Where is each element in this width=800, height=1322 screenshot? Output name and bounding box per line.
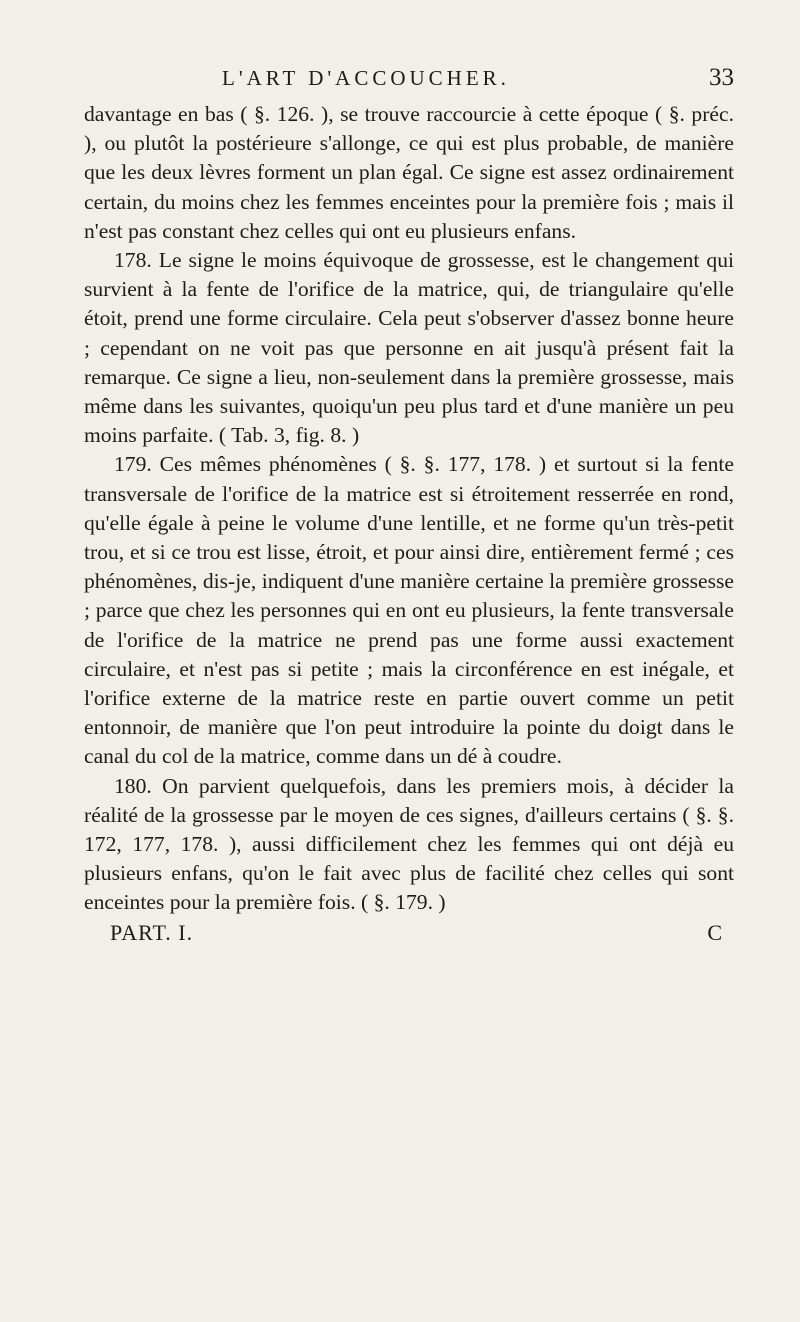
paragraph-179: 179. Ces mêmes phénomènes ( §. §. 177, 178. ) et surtout si la fente transversale de l'orifice de la matrice est si étroitement resserrée en rond, qu'elle égale à peine le volume d'une lentille, et ne forme qu'un très-petit trou, et si ce trou est lisse, étroit, et pour ainsi dire, entièrement fermé ; ces phénomènes, dis-je, indiquent d'une manière certaine la première grossesse ; parce que chez les personnes qui en ont eu plusieurs, la fente transversale de l'orifice de la matrice ne prend pas une forme aussi exactement circulaire, et n'est pas si petite ; mais la circonférence en est inégale, et l'orifice externe de la matrice reste en partie ouvert comme un petit entonnoir, de manière que l'on peut introduire la pointe du doigt dans le canal du col de la matrice, comme dans un dé à coudre. — [84, 452, 734, 769]
signature-mark: C — [707, 919, 722, 945]
running-head — [84, 60, 734, 100]
page-footer — [84, 918, 734, 948]
body-text — [84, 100, 734, 918]
part-label: PART. I. — [110, 919, 194, 945]
paragraph-180: 180. On parvient quelquefois, dans les premiers mois, à décider la réalité de la grossesse par le moyen de ces signes, d'ailleurs certains ( §. §. 172, 177, 178. ), aussi difficilement chez les femmes qui ont déjà eu plusieurs enfans, qu'on le fait avec plus de facilité chez celles qui sont enceintes pour la première fois. ( §. 179. ) — [84, 773, 734, 915]
book-page — [84, 60, 734, 948]
paragraph-continuation: davantage en bas ( §. 126. ), se trouve raccourcie à cette époque ( §. préc. ), ou plutôt la postérieure s'allonge, ce qui est plus probable, de manière que les deux lèvres forment un plan égal. Ce signe est assez ordinairement certain, du moins chez les femmes enceintes pour la première fois ; mais il n'est pas constant chez celles qui ont eu plusieurs enfans. — [84, 102, 734, 243]
page-number: 33 — [709, 64, 734, 91]
running-head-title: L'ART D'ACCOUCHER. — [222, 66, 510, 90]
paragraph-178: 178. Le signe le moins équivoque de grossesse, est le changement qui survient à la fente de l'orifice de la matrice, qui, de triangulaire qu'elle étoit, prend une forme circulaire. Cela peut s'observer d'assez bonne heure ; cependant on ne voit pas que personne en ait jusqu'à présent fait la remarque. Ce signe a lieu, non-seulement dans la première grossesse, mais même dans les suivantes, quoiqu'un peu plus tard et d'une manière un peu moins parfaite. ( Tab. 3, fig. 8. ) — [84, 248, 734, 448]
